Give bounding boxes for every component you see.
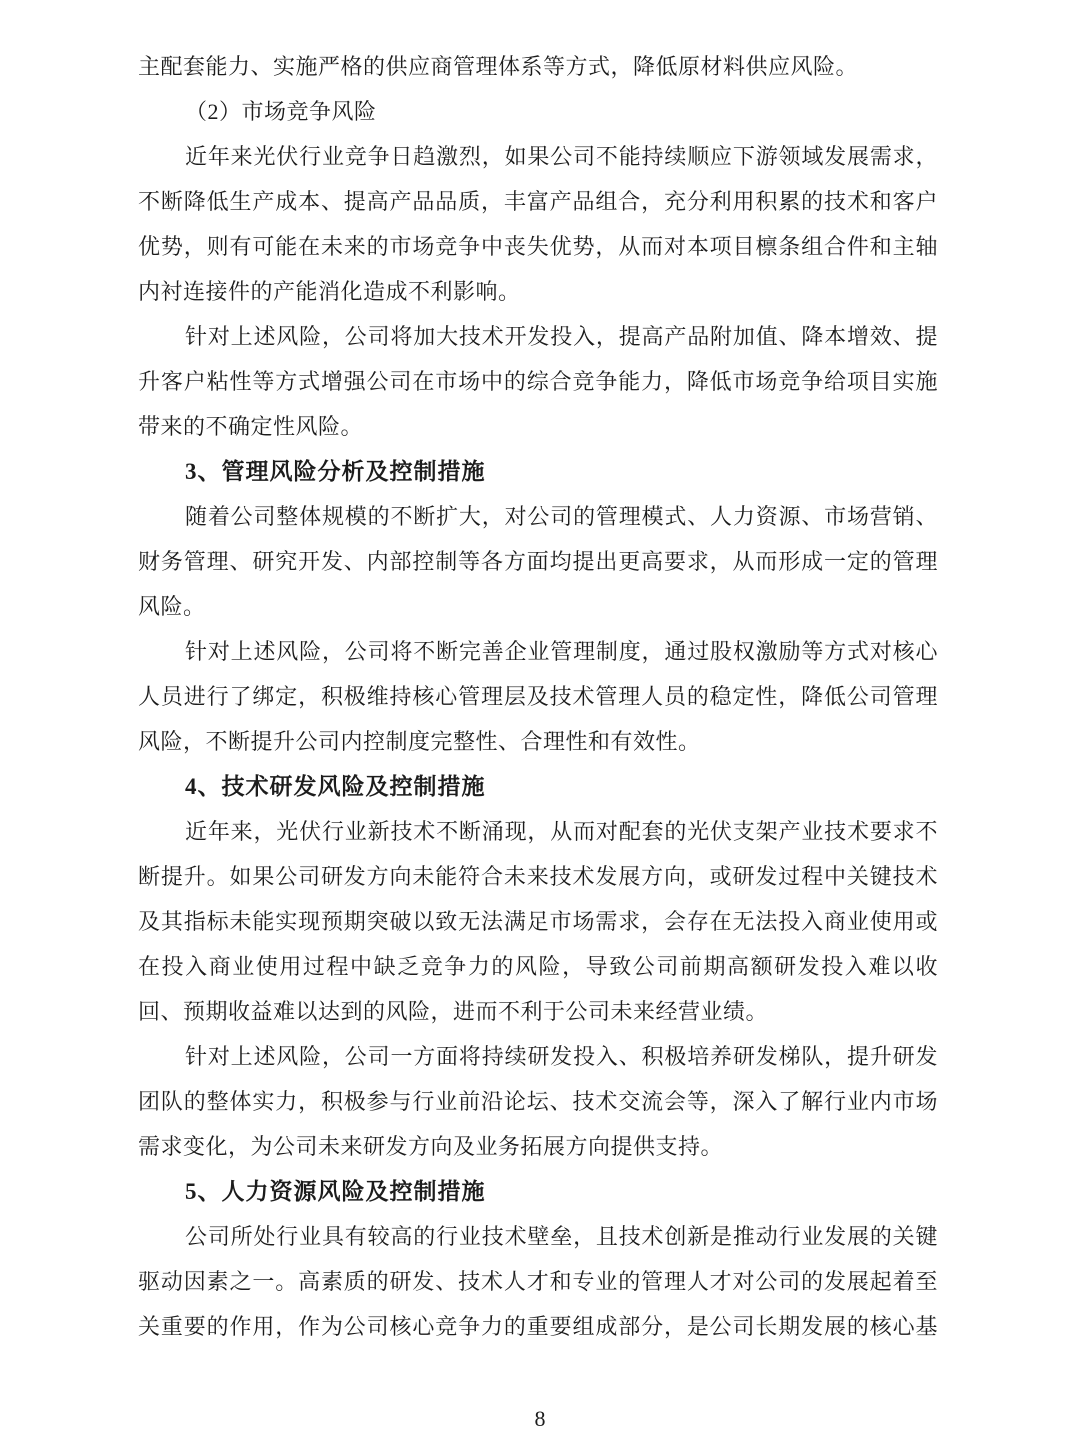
text-line: 在投入商业使用过程中缺乏竞争力的风险，导致公司前期高额研发投入难以收	[138, 954, 938, 979]
section-heading: 3、管理风险分析及控制措施	[185, 459, 486, 484]
text-line: 关重要的作用，作为公司核心竞争力的重要组成部分，是公司长期发展的核心基	[138, 1314, 938, 1339]
text-line: 升客户粘性等方式增强公司在市场中的综合竞争能力，降低市场竞争给项目实施	[138, 369, 938, 394]
text-line: 公司所处行业具有较高的行业技术壁垒，且技术创新是推动行业发展的关键	[185, 1224, 938, 1249]
text-line: 随着公司整体规模的不断扩大，对公司的管理模式、人力资源、市场营销、	[185, 504, 938, 529]
text-line: 带来的不确定性风险。	[138, 414, 364, 439]
text-line: 风险，不断提升公司内控制度完整性、合理性和有效性。	[138, 729, 701, 754]
text-line: 针对上述风险，公司一方面将持续研发投入、积极培养研发梯队，提升研发	[185, 1044, 938, 1069]
page-footer	[0, 1398, 1080, 1440]
text-line: 不断降低生产成本、提高产品品质，丰富产品组合，充分利用积累的技术和客户	[138, 189, 938, 214]
text-line: 近年来光伏行业竞争日趋激烈，如果公司不能持续顺应下游领域发展需求，	[185, 144, 938, 169]
text-line: 驱动因素之一。高素质的研发、技术人才和专业的管理人才对公司的发展起着至	[138, 1269, 938, 1294]
text-line: 及其指标未能实现预期突破以致无法满足市场需求，会存在无法投入商业使用或	[138, 909, 938, 934]
text-line: 针对上述风险，公司将加大技术开发投入，提高产品附加值、降本增效、提	[185, 324, 938, 349]
page-number: 8	[534, 1406, 546, 1431]
text-line: 近年来，光伏行业新技术不断涌现，从而对配套的光伏支架产业技术要求不	[185, 819, 938, 844]
text-line: 团队的整体实力，积极参与行业前沿论坛、技术交流会等，深入了解行业内市场	[138, 1089, 938, 1114]
text-line: 主配套能力、实施严格的供应商管理体系等方式，降低原材料供应风险。	[138, 54, 859, 79]
text-line: 财务管理、研究开发、内部控制等各方面均提出更高要求，从而形成一定的管理	[138, 549, 938, 574]
text-line: 人员进行了绑定，积极维持核心管理层及技术管理人员的稳定性，降低公司管理	[138, 684, 938, 709]
text-line: 回、预期收益难以达到的风险，进而不利于公司未来经营业绩。	[138, 999, 769, 1024]
text-line: 针对上述风险，公司将不断完善企业管理制度，通过股权激励等方式对核心	[185, 639, 938, 664]
section-heading: 4、技术研发风险及控制措施	[185, 774, 486, 799]
text-line: 优势，则有可能在未来的市场竞争中丧失优势，从而对本项目檩条组合件和主轴	[138, 234, 938, 259]
text-line: 风险。	[138, 594, 206, 619]
text-line: 断提升。如果公司研发方向未能符合未来技术发展方向，或研发过程中关键技术	[138, 864, 938, 889]
document-body	[138, 44, 938, 1349]
text-line: 需求变化，为公司未来研发方向及业务拓展方向提供支持。	[138, 1134, 724, 1159]
section-heading: 5、人力资源风险及控制措施	[185, 1179, 486, 1204]
text-line: （2）市场竞争风险	[185, 99, 377, 124]
text-line: 内衬连接件的产能消化造成不利影响。	[138, 279, 521, 304]
